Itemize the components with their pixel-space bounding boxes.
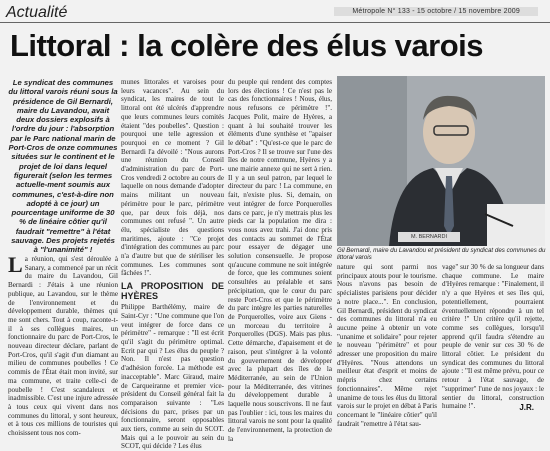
photo-gil-bernardi [337,76,545,246]
column-1 [8,252,118,438]
column-2-paragraph-1: munes littorales et varoises pour leurs vacances". Au sein du syndicat, les maires de tout le littoral ont été ulcérés d'apprendre que leurs communes leurs comités étaient "des poubelles". Question : pourquoi une telle agression et pourquoi en ce moment ? Gil Bernardi l'a dévoilé : "Nous aurons une réunion du Conseil d'administration du parc de Port-Cros vendredi 2 octobre au cours de laquelle on nous demande d'adopter mains militant un nouveau périmètre pour le parc, périmètre que, par deux fois déjà, nos communes ont refusé ". Un autre élu, spécialiste des questions maritimes, ajoute : "Ce projet d'intégration des communes au parc n'a d'autre but que de stériliser les communes. Les communes sont fâchées !". [121,78,224,278]
article-lede: Le syndicat des communes du littoral varois réuni sous la présidence de Gil Bernardi, maire du Lavandou, avait deux dossiers explosifs à l'ordre du jour : l'absorption par le Parc national marin de Port-Cros de onze communes situées sur le continent et le projet de loi dans lequel figurerait (selon les termes actuelle-ment soumis aux communes, c'est-à-dire non adopté à ce jour) un pourcentage uniforme de 30 % de linéaire côtier qu'il faudrait "remettre" à l'état sauvage. Des projets rejetés à "l'unanimité" ! [8,78,118,255]
article-headline: Littoral : la colère des élus varois [10,28,484,63]
column-2 [121,78,224,451]
author-initials: J.R. [519,403,534,412]
portrait-illustration [337,76,545,246]
column-3-text: du peuple qui rendent des comptes lors des élections ! Ce n'est pas le cas des fonctionnaires ! Nous, élus, nous refusons ce périmètre !". Jacques Polit, maire de Hyères, a quant à lui souhaité trouver les éléments d'une synthèse et "apaiser le débat" : "Qu'est-ce que le parc de Port-Cros ? Il se trouve sur l'une des îles de notre commune, Hyères y a une mairie annexe qui ne sert à rien. Il y a un seul patron, par lequel le directeur du parc ! La commune, en fait, n'existe plus. Si, demain, on veut intégrer de force Porquerolles dans ce parc, je n'y mettrais plus les pieds car la population me dira : vous nous avez trahi. J'ai donc pris des contacts au sommet de l'État pour essayer de dégager une solution consensuelle. Je propose qu'aucune commune ne soit intégrée de force, que les communes soient consultées au préalable et sans précipitation, que le cœur du parc reste Port-Cros et que le périmètre du parc intègre les parties naturelles de Porquerolles, voire aux Giens - un morceau du territoire à Porquerolles (DGS). Mais pas plus. Cette démarche, d'apaisement et de raison, peut s'intégrer à la volonté du gouvernement de développer avec la plupart des îles de la Méditerranée, au sein de l'Union pour la Méditerranée, des vitrines du développement durable à laquelle nous souscrivons. Il ne faut pas l'oublier : ici, tous les maires du littoral varois ne sont pour la qualité de l'environnement, la protection de la [228,78,332,443]
column-1-text: a réunion, qui s'est déroulée à Sanary, a commencé par un récit du maire du Lavandou, Gil Bernardi : J'étais à une réunion publique, au Lavandou, sur le thème de l'environnement et du développement durable, thèmes qui me sont chers. Tout à coup, raconte-t-il à ses collègues maires, un fonctionnaire du parc de Port-Cros, le nouveau directeur déclare, parlant de Port-Cros, qu'il s'agit d'un diamant au milieu de communes poubelles ! Ce commis de l'État était mon invité, sur ma commune, et traite celle-ci de poubelle ! C'est scandaleux et inadmissible. C'est une injure adressée à tous ceux qui vivent dans nos communes du littoral, y sont heureux, et à tous ces millions de touristes qui choisissent tous nos com- [8,255,118,438]
column-2-paragraph-2: Philippe Barthélémy, maire de Saint-Cyr : "Une commune que l'on veut intégrer de force dans ce périmètre" - remarque : "Il est écrit qu'il s'agit du périmètre optimal. Ecrit par qui ? Les élus du peuple ? Non. Il n'est pas question d'adhésion forcée. La méthode est inacceptable". Marc Giraud, maire de Carqueiranne et premier vice-président du Conseil général fait la comparaison suivante : "Les décisions du parc, prises par un fonctionnaire, seront opposables aux tiers, comme au sein du SCOT. Mais qui a le pouvoir au sein du SCOT, qui décide ? Les élus [121,303,224,451]
header-rule [0,22,550,23]
subheading-proposition: LA PROPOSITION DE HYÈRES [121,281,224,302]
column-4 [337,263,437,428]
photo-caption: Gil Bernardi, maire du Lavandou et président du syndicat des communes du littoral varois [337,247,546,262]
column-4-text: nature qui sont parmi nos principaux atouts pour le tourisme. Nous n'avons pas besoin de spécialistes parisiens pour décider à notre place...". En conclusion, Gil Bernardi, président du syndicat des communes du littoral n'a eu aucune peine à obtenir un vote "unanime et solidaire" pour rejeter le nouveau "périmètre" et pour adresser une proposition du maire d'Hyères. "Nous attendons un meilleur état d'esprit et moins de mépris chez certains fonctionnaires". Même rejet unanime de tous les élus du littoral varois sur le projet en débat à Paris concernant le "linéaire côtier" qu'il faudrait "remettre à l'état sau- [337,263,437,428]
issue-banner: Métropole N° 133 - 15 octobre / 15 novembre 2009 [334,7,538,16]
nameplate: M. BERNARDI [398,232,460,242]
section-label: Actualité [6,4,68,21]
column-3 [228,78,332,443]
drop-cap: L [8,252,23,277]
column-5-text: vage" sur 30 % de sa longueur dans chaque commune. Le maire d'Hyères remarque : "Finalement, il n'y a que Hyères et ses îles qui, potentiellement, pourraient éventuellement répondre à un tel critère !" Un critère qu'il rejette, comme ses collègues, lorsqu'il apprend qu'il faudra s'étendre au peuple de venir sur ces 30 % de littoral côtier. Le président du syndicat des communes du littoral ajoute : "Il est même prévu, pour ce retour à l'état sauvage, de "supprimer" l'une de nos joyaux : le sentier du littoral, construction humaine !". [442,263,544,411]
